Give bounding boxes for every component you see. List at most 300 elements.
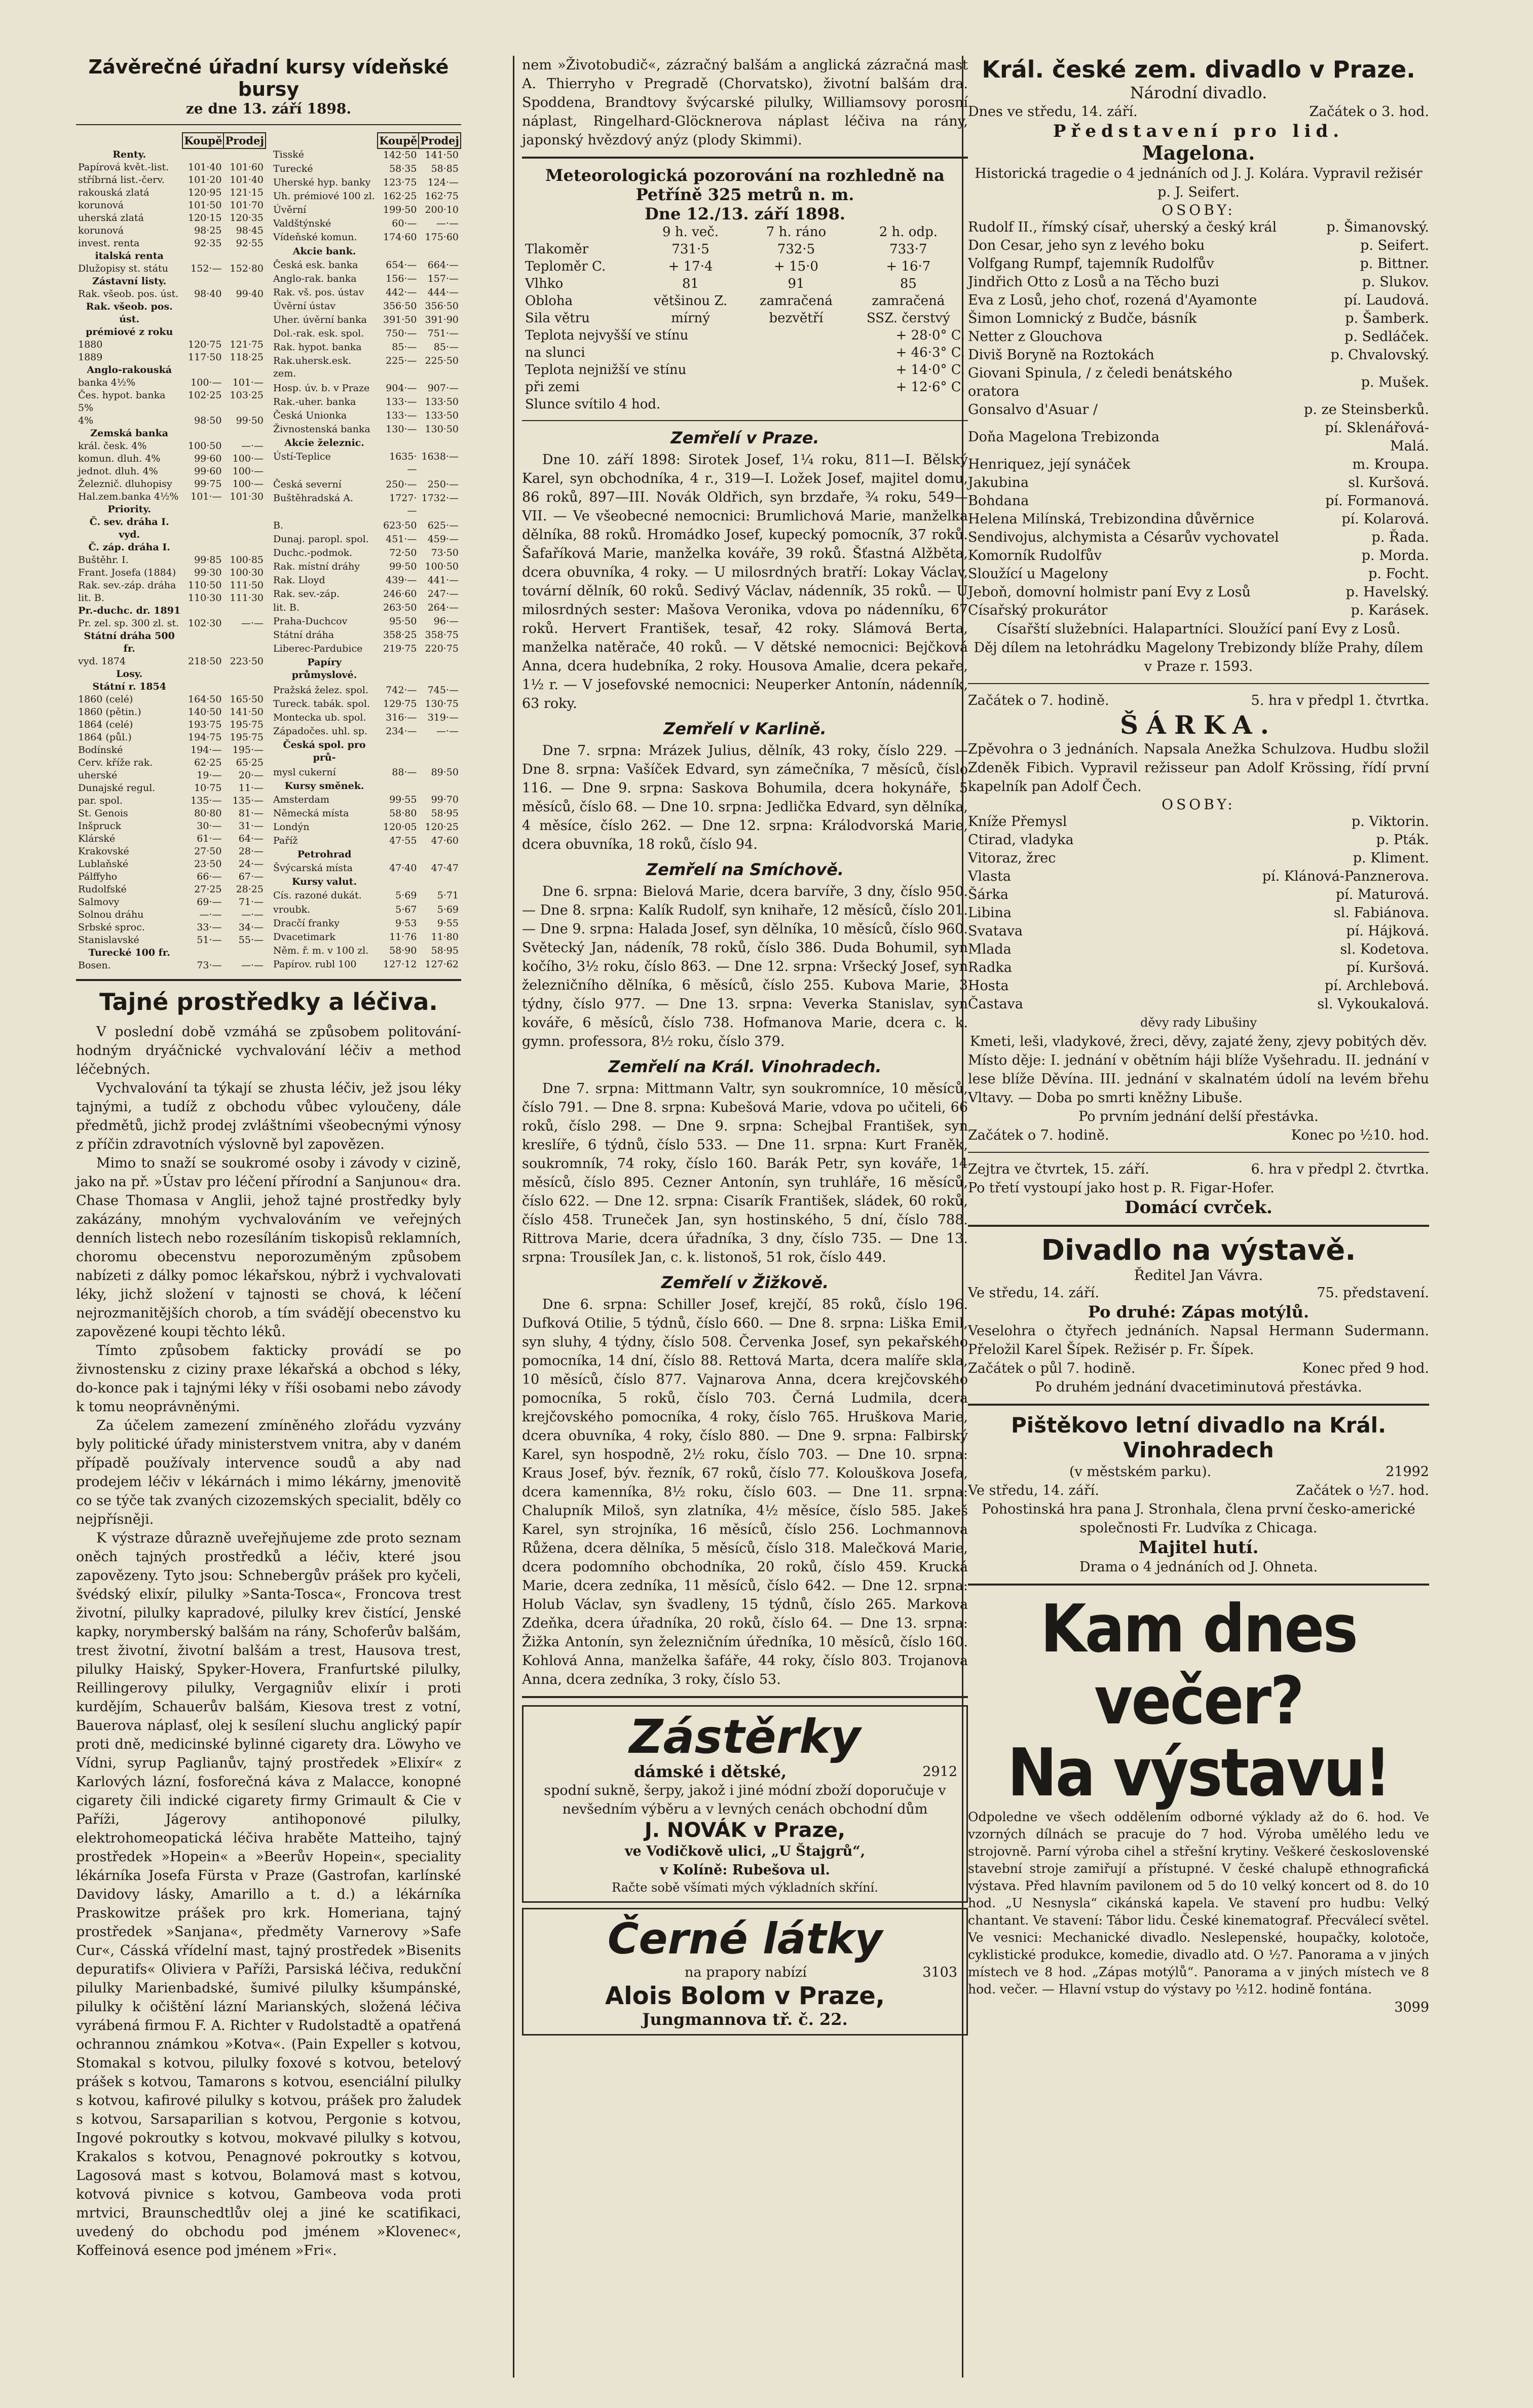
kursy-sell: 250·— (427, 478, 459, 490)
kursy-buy: 250·— (386, 478, 417, 490)
met-label: Obloha (525, 293, 573, 309)
kursy-label: Duchc.-podmok. (273, 547, 353, 558)
kursy-row (76, 262, 266, 275)
play-description: Pohostinská hra pana J. Stronhala, člena první česko-americké společnosti Fr. Ludvíka z Chicaga. (982, 1501, 1415, 1536)
theatre-title: Král. české zem. divadlo v Praze. (982, 56, 1415, 83)
kursy-row (271, 190, 461, 204)
met-col: 7 h. ráno (766, 224, 827, 240)
kursy-sell: 130·75 (425, 698, 459, 709)
kursy-label: 1889 (78, 352, 103, 363)
pause-note: Po prvním jednání delší přestávka. (1078, 1109, 1319, 1124)
kursy-row (76, 655, 266, 668)
kursy-buy (378, 876, 419, 889)
kursy-sell (419, 437, 461, 450)
cast-row (968, 419, 1429, 456)
cast-row (968, 273, 1429, 291)
tajne-paragraph: Vychvalování ta týkají se zhusta léčiv, jež jsou léky tajnými, a tudíž z obchodu vůbec vyloučeny, dále předmětů, jichž prodej zvláštními všeobecnými výnosy z příčin zdravotních výslovně byl zapovězen. (76, 1080, 461, 1152)
kursy-section: Zástavní listy. (92, 276, 167, 287)
kursy-label: Německá místa (273, 808, 349, 819)
kursy-row (271, 574, 461, 588)
kursy-buy: 133·— (386, 410, 417, 422)
kursy-buy: 100·— (191, 377, 222, 388)
kursy-sell: 20·— (238, 770, 264, 781)
start-time: Začátek o ½7. hod. (1296, 1483, 1429, 1498)
cast-heading: OSOBY: (1162, 202, 1236, 218)
kursy-label: jednot. dluh. 4% (78, 466, 158, 477)
kursy-label: Dvacetimark (273, 931, 335, 943)
kursy-sell: 459·— (427, 533, 459, 545)
kursy-buy (182, 681, 223, 693)
kursy-label: Rak. hypot. banka (273, 341, 362, 353)
met-value: + 12·6° C. (895, 380, 965, 395)
kursy-sell: 58·95 (431, 808, 459, 819)
play-place: Děj dílem na letohrádku Magelony Trebizondy blíže Prahy, dílem v Praze r. 1593. (974, 640, 1424, 674)
kursy-label: Česká Unionka (273, 410, 347, 422)
cast-role: Komorník Rudolfův (968, 548, 1102, 563)
kursy-buy: 101·50 (188, 200, 222, 211)
kursy-buy: 11·76 (389, 931, 417, 943)
kursy-section: Anglo-rakouská (87, 364, 172, 375)
kursy-row (76, 579, 266, 592)
cast-row (968, 255, 1429, 273)
kursy-row (76, 782, 266, 795)
day: Zejtra ve čtvrtek, 15. září. (968, 1161, 1149, 1177)
tajne-paragraph: K výstraze důrazně uveřejňujeme zde proto seznam oněch tajných prostředků a léčiv, které jsou zapovězeny. Tyto jsou: Schnebergův prášek pro kyčeli, švédský elixír, pilulky »Santa-Tosca«, Froncova trest životní, pilulky kapradové, pilulky krev čistící, Jenské kapky, norymberský balšám na rány, Schoferův balšám, trest životní, životní balšám a trest, Hausova trest, pilulky Haiský, Spyker-Hovera, Franfurtské pilulky, Reillingerovy pilulky, Vergagniův elixír i proti kurdějím, Schauerův balšám, Kiesova trest z votní, Bauerova náplasť, olej k sesílení sluchu anglický papír proti dně, medicinské bylinné cigarety dra. Löwyho ve Vídni, syrup Paglianův, tajný prostředek »Elixír« z Karlových lázní, fosforečná káva z Malacce, konopné cigarety čili indické cigarety firmy Grimault & Cie v Paříži, Jágerovy antihoponové pilulky, elektrohomeopatická léčiva hraběte Matteiho, tajný prostředek »Hopein« a »Beerův Hopein«, speciality lékárníka Josefa Fürsta v Praze (Gastrofan, karlínské Davidovy lásky, Amarillo a t. d.) a lékárníka Praskowitze prášek pro krk. Homeriana, tajný prostředek »Sanjana«, předměty Varnerovy »Safe Cur«, Cásská vřídelní mast, tajný prostředek »Bisenits depuratifs« Oliviera v Paříži, Parsiská léčiva, redukční pilulky Marienbadské, šumivé pilulky kšumpánské, pilulky k očištění lázní Marianských, složená léčiva vyrábená firmou F. A. Richter v Rudolstadtě a opatřená ochrannou známkou »Kotva«. (Pain Expeller s kotvou, Stomakal s kotvou, pilulky foxové s kotvou, betelový prášek s kotvou, Tamarons s kotvou, esenciální pilulky s kotvou, kafirové pilulky s kotvou, prášek pro žaludek s kotvou, Sarsaparilian s kotvou, Pergonie s kotvou, Ingové pokroutky s kotvou, mokvavé pilulky s kotvou, Krakalos s kotvou, Penagnové pokroutky s kotvou, Lagosová mast s kotvou, Bolamová mast s kotvou, kotvová pivnice s kotvou, Gambeova voda proti mrtvici, Braunschedtlův olej a jiné ke scatifikaci, uvedený do obchodu pod jménem »Klovenec«, Koffeinová esence pod jménem »Fri«. (76, 1530, 461, 2259)
kursy-buy: 9·53 (395, 917, 417, 929)
kursy-sell: 101·— (232, 377, 264, 388)
play-description: Veselohra o čtyřech jednáních. Napsal Hermann Sudermann. Přeložil Karel Šípek. Režisér p. Fr. Šípek. (968, 1323, 1429, 1358)
met-row (522, 275, 968, 292)
cast-list (968, 218, 1429, 620)
met-label: Teplota nejvyšší ve stínu (525, 328, 689, 343)
kursy-sell: 135·— (232, 795, 264, 806)
kursy-sell (223, 516, 266, 541)
kursy-label: Úvěrní ústav (273, 300, 336, 312)
kursy-row (271, 437, 461, 450)
kursy-row (271, 341, 461, 355)
column-3 (968, 56, 1429, 2017)
kursy-sell (419, 848, 461, 862)
cast-actor: p. ze Steinsberků. (1304, 402, 1429, 418)
cast-role: Sloužící u Magelony (968, 566, 1108, 582)
kursy-header: Prodej (223, 133, 266, 148)
kursy-label: Rak. sev.-záp. (273, 588, 340, 600)
kursy-buy: 19·— (197, 770, 222, 781)
kursy-sell: 133·50 (425, 410, 459, 422)
kursy-label: Montecka ub. spol. (273, 711, 366, 723)
director: Ředitel Jan Vávra. (1134, 1267, 1263, 1284)
kursy-buy: 60·— (392, 218, 417, 230)
kursy-label: Rak. Lloyd (273, 575, 325, 586)
kursy-row (271, 547, 461, 560)
met-label: Teploměr C. (525, 259, 606, 274)
kursy-buy: 99·60 (194, 453, 222, 464)
kursy-sell: 121·15 (230, 187, 264, 198)
cast-row (968, 328, 1429, 346)
kursy-buy (378, 780, 419, 794)
ad-cerne-latky (522, 1908, 968, 2036)
kursy-row (76, 503, 266, 516)
kursy-sell (223, 250, 266, 262)
kursy-sell: 55·— (238, 934, 264, 946)
kursy-label: Bosen. (78, 960, 111, 971)
cast-actor: pí. Archlebová. (1324, 978, 1429, 994)
kursy-label: Železnič. dluhopisy (78, 478, 172, 490)
kursy-buy: 58·35 (389, 163, 417, 175)
kursy-label: Turecké (273, 163, 313, 175)
kursy-row (76, 212, 266, 224)
kursy-label: vyd. 1874 (78, 656, 126, 667)
kursy-label: Rak.-uher. banka (273, 396, 356, 408)
cast-row (968, 813, 1429, 831)
cast-actor: p. Sedláček. (1344, 329, 1429, 345)
kursy-label: Klárské (78, 833, 116, 844)
kursy-label: Západočes. uhl. sp. (273, 725, 367, 737)
kursy-buy: 199·50 (383, 204, 417, 216)
cast-role: Šimon Lomnický z Budče, básník (968, 311, 1197, 326)
met-title: Meteorologická pozorování na rozhledně na Petříně 325 metrů n. m. (545, 166, 945, 204)
kursy-row (271, 300, 461, 314)
met-row (522, 292, 968, 310)
kursy-sell: 130·50 (425, 424, 459, 435)
ad-firm: Alois Bolom v Praze, (605, 1982, 885, 2010)
play-title: Magelona. (1142, 141, 1255, 164)
kursy-label: Státní dráha (273, 629, 334, 641)
kursy-section: Papíry průmyslové. (291, 657, 357, 681)
cast-role: Helena Milínská, Trebizondina důvěrnice (968, 511, 1255, 527)
kursy-row (271, 396, 461, 409)
kursy-row (271, 739, 461, 766)
cast-role: Jakubina (968, 475, 1029, 491)
headline-kam-dnes-vecer: Kam dnes večer? (1040, 1590, 1357, 1739)
met-value: bezvětří (769, 311, 824, 326)
section-text: Dne 10. září 1898: Sirotek Josef, 1¼ roku, 811—I. Bělský Karel, syn obchodníka, 4 r., 319—I. Ložek Josef, majitel domu, 86 roků, 897—III. Novák Oldřich, syn brzdaře, ¾ roku, 549—VII. — Ve všeobecné nemocnici: Brumlichová Marie, manželka dělníka, 88 roků. Hromádko Josef, kupecký pomocník, 37 roků. Šafaříková Marie, manželka kováře, 39 roků. Šťastná Alžběta, dcera obuvníka, 4 roky. — U milosrdných bratří: Lokay Václav, tovární dělník, 60 roků. Sedivý Václav, nádenník, 35 roků. — U milosrdných sester: Mašova Veronika, vdova po nádenníku, 67 roků. Hervert František, tesař, 42 roky. Slámová Berta, manželka natěrače, 40 roků. — V dětské nemocnici: Bejčková Anna, dcera hudebníka, 2 roky. Housova Amalie, dcera pekaře, 1½ r. — V josefovské nemocnici: Neuperker Antonín, nádenník, 63 roky. (522, 452, 968, 711)
met-col: 2 h. odp. (879, 224, 938, 240)
kursy-label: lit. B. (78, 592, 104, 604)
kursy-label: Dlužopisy st. státu (78, 263, 168, 274)
cast-role: Giovani Spinula, / z čeledi benátského oratora (968, 365, 1232, 399)
guest-note: Po třetí vystoupí jako host p. R. Figar-Hofer. (968, 1180, 1275, 1196)
cast-role: Šárka (968, 887, 1008, 902)
kursy-row (76, 567, 266, 579)
kursy-row (76, 896, 266, 909)
kursy-row (271, 848, 461, 862)
cast-actor: p. Bittner. (1360, 256, 1429, 272)
cast-row (968, 886, 1429, 904)
kursy-row (271, 958, 461, 972)
kursy-label: uherská zlatá (78, 212, 144, 223)
tajne-paragraph: Za účelem zamezení zmíněného zlořádu vyzvány byly politické úřady ministerstvem vnitra, aby v daném případě používaly intervence soudů a aby nad prodejem léčiv v lékárnách i mimo lékárny, jmenovitě co se týče tak zvaných cizozemských specialit, bděly co nejpřísněji. (76, 1418, 461, 1527)
kursy-row (271, 766, 461, 780)
kursy-label: Dracčí franky (273, 917, 340, 929)
kursy-sell: 1638·— (421, 451, 459, 463)
kursy-buy: 58·80 (389, 808, 417, 819)
cast-actor: p. Šamberk. (1345, 311, 1429, 326)
cast-actor: sl. Vykoukalová. (1317, 996, 1429, 1012)
tajne-article (76, 1023, 461, 2260)
kursy-label: 1864 (celé) (78, 719, 133, 730)
cast-role: Gonsalvo d'Asuar / (968, 402, 1098, 418)
kursy-label: Lublaňské (78, 858, 129, 870)
kursy-sell: —·— (241, 960, 264, 971)
kursy-sell: 358·75 (425, 629, 459, 641)
kursy-sell: 34·— (238, 922, 264, 933)
kursy-row (271, 176, 461, 190)
kursy-label: rakouská zlatá (78, 187, 149, 198)
kursy-row (76, 491, 266, 503)
location: (v městském parku). (1069, 1464, 1212, 1480)
ad-note: Račte sobě všímati mých výkladních skříní. (612, 1880, 878, 1895)
kursy-label: Stanislavské (78, 934, 139, 946)
cast-group: děvy rady Libušiny (1140, 1015, 1257, 1030)
met-label: Vlhko (525, 276, 564, 291)
kursy-sell: 141·50 (230, 706, 264, 718)
kursy-section: Kursy směnek. (284, 780, 364, 792)
kursy-row (271, 478, 461, 492)
cast-row (968, 291, 1429, 310)
met-label: Sila větru (525, 311, 590, 326)
kursy-buy: 47·40 (389, 862, 417, 874)
kursy-buy: 356·50 (383, 300, 417, 312)
kursy-sell: 157·— (427, 273, 459, 284)
kursy-buy: 30·— (197, 820, 222, 832)
met-extra-row (522, 396, 968, 413)
kursy-row (76, 389, 266, 415)
cast-actor: p. Focht. (1368, 566, 1429, 582)
kursy-buy: 101·— (191, 491, 222, 502)
kursy-sell: 121·75 (230, 339, 264, 350)
kursy-buy: 120·15 (188, 212, 222, 223)
kursy-row (76, 934, 266, 947)
kursy-sell: 133·50 (425, 396, 459, 408)
kursy-row (271, 533, 461, 547)
kursy-label: Papírov. rubl 100 (273, 958, 357, 970)
kursy-sell: 220·75 (425, 643, 459, 655)
kursy-label: Anglo-rak. banka (273, 273, 357, 284)
kursy-sell (419, 739, 461, 766)
kursy-sell: 24·— (238, 858, 264, 870)
kursy-row (76, 174, 266, 186)
ad-title: Zástěrky (629, 1710, 861, 1764)
kursy-sell (223, 503, 266, 516)
kursy-row (271, 698, 461, 711)
kursy-sell (223, 681, 266, 693)
kursy-row (271, 273, 461, 286)
kursy-sell: 5·69 (437, 904, 459, 915)
start-time: Začátek o 7. hodině. (968, 1127, 1109, 1143)
kursy-row (76, 338, 266, 351)
met-extra-row (522, 361, 968, 379)
kursy-sell (223, 630, 266, 655)
kursy-row (271, 327, 461, 341)
ad-subtitle: na prapory nabízí (685, 1965, 807, 1980)
kursy-buy (182, 503, 223, 516)
met-extra-row (522, 327, 968, 344)
kursy-buy: 85·— (392, 341, 417, 353)
kursy-row (76, 921, 266, 934)
kursy-row (76, 871, 266, 883)
kursy-sell: 141·50 (425, 149, 459, 161)
kursy-buy: 391·50 (383, 314, 417, 325)
kursy-sell: 111·50 (230, 580, 264, 591)
kursy-label: korunová (78, 225, 124, 236)
met-value: 731·5 (671, 242, 709, 257)
kursy-sell (223, 541, 266, 554)
cast-role: Eva z Losů, jeho choť, rozená d'Ayamonte (968, 292, 1257, 308)
kursy-row (76, 731, 266, 744)
kursy-label: Dol.-rak. esk. spol. (273, 327, 364, 339)
cast-row (968, 831, 1429, 849)
kursy-buy: 92·35 (194, 238, 222, 249)
kursy-row (271, 835, 461, 848)
kursy-row (76, 744, 266, 757)
kursy-row (76, 516, 266, 541)
cast-role: Svatava (968, 923, 1023, 939)
kursy-buy: 442·— (386, 286, 417, 298)
kursy-sell: 81·— (238, 808, 264, 819)
cast-actor: p. Řada. (1371, 530, 1429, 545)
met-value: + 15·0 (774, 259, 818, 274)
kursy-sell (223, 947, 266, 959)
kursy-sell: 907·— (427, 383, 459, 394)
kursy-sell: 165·50 (230, 694, 264, 705)
kursy-buy: 135·— (191, 795, 222, 806)
kursy-row (76, 541, 266, 554)
play-title: Po druhé: Zápas motýlů. (1088, 1302, 1310, 1322)
met-extra-row (522, 379, 968, 396)
kursy-sell (223, 605, 266, 617)
kursy-buy: 246·60 (383, 588, 417, 600)
cast-actor: pí. Kolarová. (1341, 511, 1429, 527)
kursy-label: Solnou dráhu (78, 909, 144, 920)
cast-role: Jindřich Otto z Losů a na Těcho buzi (968, 274, 1219, 290)
kursy-buy: 194·— (191, 744, 222, 756)
met-value: + 16·7 (886, 259, 931, 274)
cast-row (968, 583, 1429, 601)
kursy-row (76, 250, 266, 262)
kursy-row (76, 199, 266, 212)
kursy-buy: 120·05 (383, 821, 417, 833)
kursy-sell: 356·50 (425, 300, 459, 312)
kursy-sell: 127·62 (425, 958, 459, 970)
met-value: mírný (671, 311, 710, 326)
kursy-label: banka 4½% (78, 377, 136, 388)
kursy-row (271, 259, 461, 273)
kursy-buy (378, 656, 419, 684)
kursy-label: Rak. všeob. pos. úst. (78, 288, 179, 299)
kursy-buy: 100·50 (188, 440, 222, 452)
kursy-buy: 101·40 (188, 162, 222, 173)
kursy-row (76, 807, 266, 820)
kursy-sell: 64·— (238, 833, 264, 844)
kursy-buy (378, 245, 419, 259)
met-row (522, 258, 968, 275)
cast-role: Častava (968, 996, 1023, 1012)
kursy-sell: 31·— (238, 820, 264, 832)
kursy-row (271, 204, 461, 217)
ad-text: spodní sukně, šerpy, jakož i jiné módní zboží doporučuje v nevšedním výběru a v levných cenách obchodní dům (544, 1783, 946, 1817)
cast-actor: pí. Klánová-Panznerova. (1262, 869, 1429, 884)
day: Dnes ve středu, 14. září. (968, 104, 1138, 120)
kursy-buy: 73·— (197, 960, 222, 971)
kursy-row (271, 588, 461, 601)
cast-row (968, 401, 1429, 419)
ad-number: 21992 (1386, 1464, 1429, 1480)
ad-number: 3103 (922, 1965, 957, 1980)
kursy-section: Kursy valut. (292, 876, 357, 888)
kursy-buy: 123·75 (383, 177, 417, 189)
ad-address-2: v Kolíně: Rubešova ul. (660, 1862, 830, 1878)
cast-role: Mlada (968, 942, 1012, 957)
kursy-buy: 98·40 (194, 288, 222, 299)
section-title: Zemřelí v Karlině. (663, 719, 827, 738)
kursy-row (76, 478, 266, 491)
deaths-list (522, 428, 968, 1689)
kursy-sell (419, 780, 461, 794)
kursy-row (76, 858, 266, 871)
cast-role: Henriquez, její synáček (968, 457, 1131, 472)
kursy-row (271, 725, 461, 739)
kursy-row (76, 351, 266, 364)
kursy-label: král. česk. 4% (78, 440, 147, 452)
kursy-buy: 110·50 (188, 580, 222, 591)
theatre-title: Pištěkovo letní divadlo na Král. Vinohradech (1011, 1413, 1387, 1462)
kursy-row (76, 161, 266, 174)
kursy-section: italská renta (95, 250, 164, 261)
kursy-section: Státní r. 1854 (92, 681, 166, 692)
kursy-buy: 80·80 (194, 808, 222, 819)
ad-firm: J. NOVÁK v Praze, (644, 1819, 846, 1842)
kursy-sell: —·— (436, 725, 459, 737)
kursy-row (76, 592, 266, 605)
kursy-buy (182, 250, 223, 262)
kursy-row (271, 711, 461, 725)
cast-row (968, 977, 1429, 995)
kursy-buy: 439·— (386, 575, 417, 586)
kursy-buy (378, 437, 419, 450)
tajne-paragraph: Tímto způsobem fakticky provádí se po živnostensku z ciziny praxe lékařská a obchod s léky, do-konce pak i tajnými léky v říši osobami nebo závody k tomu neoprávněnými. (76, 1343, 461, 1415)
kursy-buy: 451·— (386, 533, 417, 545)
ad-address: Jungmannova tř. č. 22. (642, 2010, 848, 2029)
cast-role: Radka (968, 960, 1012, 975)
kursy-section: Petrohrad (297, 849, 352, 860)
kursy-sell: 118·25 (230, 352, 264, 363)
kursy-sell: 85·— (433, 341, 459, 353)
kursy-buy: 110·30 (188, 592, 222, 604)
column-rule (513, 56, 514, 2378)
kursy-sell: 73·50 (431, 547, 459, 558)
kursy-row (271, 217, 461, 231)
kursy-sell: 100·85 (230, 554, 264, 566)
kursy-row (271, 794, 461, 807)
kursy-table-left (76, 132, 266, 972)
subscription: 6. hra v předpl 2. čtvrtka. (1251, 1161, 1429, 1177)
kursy-row (76, 377, 266, 389)
kursy-row (76, 326, 266, 338)
cast-actor: pí. Sklenářová-Malá. (1325, 420, 1429, 454)
cast-actor: p. Morda. (1361, 548, 1429, 563)
kursy-sell: 391·90 (425, 314, 459, 325)
column-1 (76, 56, 461, 2260)
kursy-sell: 99·40 (236, 288, 264, 299)
kursy-buy: 162·25 (383, 191, 417, 202)
kursy-buy: 174·60 (383, 232, 417, 243)
kursy-label: 1880 (78, 339, 103, 350)
cast-role: Volfgang Rumpf, tajemník Rudolfův (968, 256, 1214, 272)
cast-actor: p. Pták. (1376, 832, 1429, 848)
kursy-buy: 263·50 (383, 602, 417, 614)
performance-number: 75. představení. (1317, 1285, 1429, 1301)
